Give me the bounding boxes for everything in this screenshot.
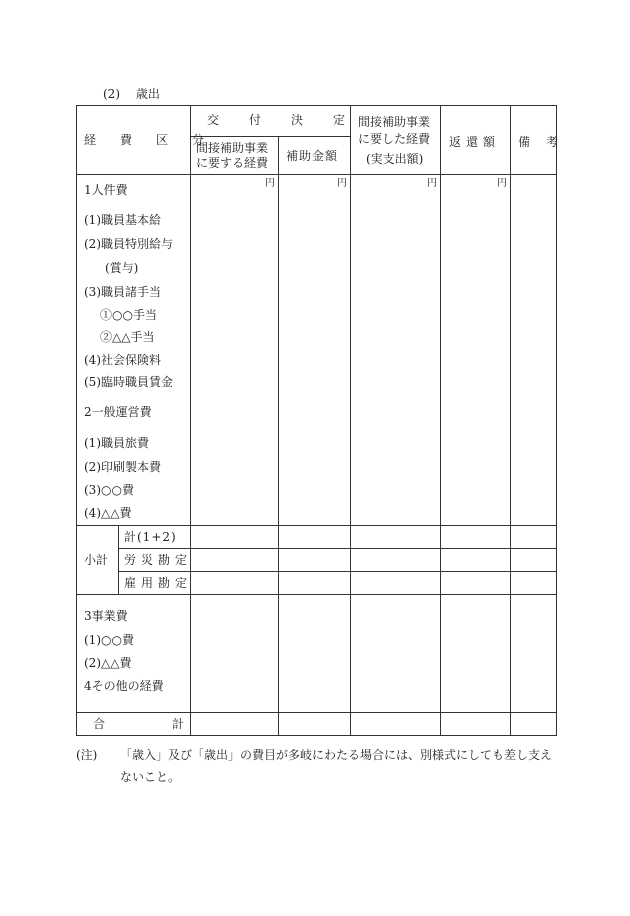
header-category: 経 費 区 分 <box>84 133 211 147</box>
header-refund: 返還額 <box>449 135 501 149</box>
item-row: (5)臨時職員賃金 <box>84 375 173 389</box>
item-row: (1)職員旅費 <box>84 436 149 450</box>
footnote-label: (注) <box>76 748 98 762</box>
item-row: (2)職員特別給与 <box>84 237 173 251</box>
item-row: (3)職員諸手当 <box>84 285 161 299</box>
header-indirect-required-line2: に要する経費 <box>196 156 269 170</box>
item-row: 1人件費 <box>84 183 128 197</box>
item-row: (2)印刷製本費 <box>84 460 161 474</box>
footnote-line1: 「歳入」及び「歳出」の費目が多岐にわたる場合には、別様式にしても差し支え <box>120 748 553 762</box>
item-row: (1)職員基本給 <box>84 213 161 227</box>
section-number: (2) <box>103 87 120 101</box>
total-label-right: 計 <box>172 717 185 731</box>
unit-yen-refund: 円 <box>497 178 507 189</box>
item-row: (1)○○費 <box>84 633 134 647</box>
header-indirect-required-line1: 間接補助事業 <box>196 141 269 155</box>
header-subsidy-amount: 補助金額 <box>286 149 339 163</box>
subtotal-row: 雇用勘定 <box>124 576 193 590</box>
section-title: 歳出 <box>135 87 160 101</box>
subtotal-row: 計(1+2) <box>124 530 177 544</box>
item-row: (4)△△費 <box>84 506 132 520</box>
unit-yen-spent: 円 <box>427 178 437 189</box>
total-label-left: 合 <box>93 717 106 731</box>
item-row: ①○○手当 <box>100 308 157 322</box>
header-grant-decision: 交 付 決 定 <box>207 113 348 127</box>
item-row: 4その他の経費 <box>84 679 164 693</box>
item-row: (3)○○費 <box>84 483 134 497</box>
item-row: 3事業費 <box>84 609 128 623</box>
subtotal-row: 労災勘定 <box>124 553 193 567</box>
item-row: ②△△手当 <box>100 330 155 344</box>
footnote <box>76 744 556 788</box>
item-row: 2一般運営費 <box>84 405 152 419</box>
table-border <box>77 106 557 736</box>
subtotal-label: 小計 <box>84 553 109 567</box>
item-row: (4)社会保険料 <box>84 353 161 367</box>
header-indirect-spent-line2: に要した経費 <box>358 132 431 146</box>
item-row: (2)△△費 <box>84 656 132 670</box>
unit-yen-required: 円 <box>265 178 275 189</box>
header-indirect-spent-line3: (実支出額) <box>366 152 424 166</box>
footnote-line2: ないこと。 <box>120 770 181 784</box>
unit-yen-subsidy: 円 <box>337 178 347 189</box>
header-remarks: 備 考 <box>518 135 561 149</box>
header-indirect-spent-line1: 間接補助事業 <box>358 115 431 129</box>
item-row: (賞与) <box>105 261 139 275</box>
